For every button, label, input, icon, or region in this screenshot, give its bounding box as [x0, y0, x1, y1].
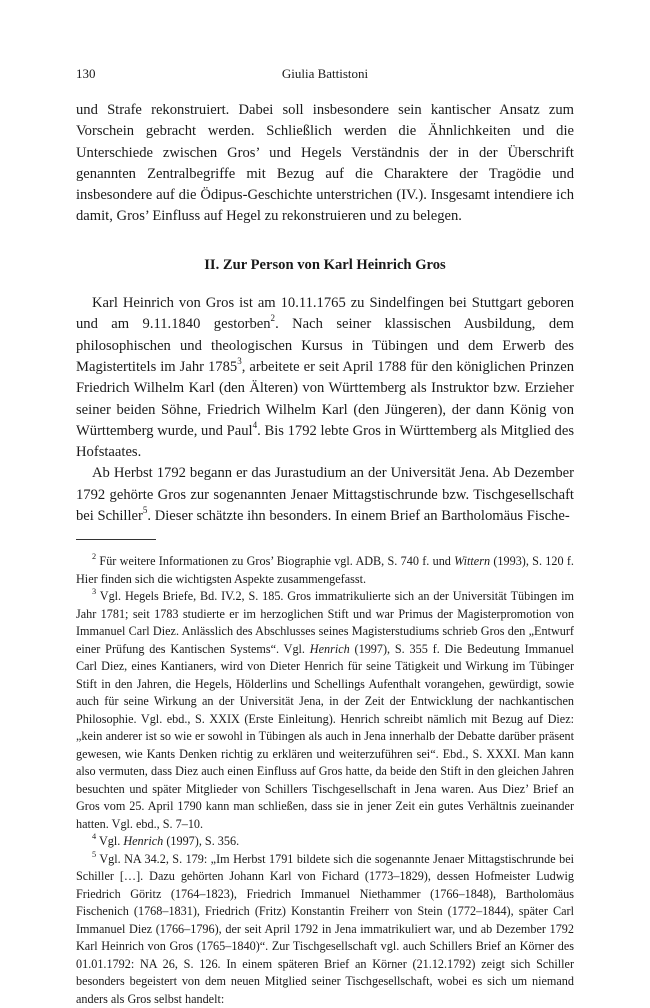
paragraph-1: und Strafe rekonstruiert. Dabei soll insbesondere sein kantischer Ansatz zum Vorschein gebracht werden. Schließlich werden die Ähnlichkeiten und die Unterschiede zwischen Gros’ und Hegels Verständnis der in der Überschrift genannten Zentralbegriffe mit Bezug auf die Charaktere der Tragödie und insbesondere auf die Ödipus-Geschichte unterstrichen (IV.). Insgesamt intendiere ich damit, Gros’ Einfluss auf Hegel zu rekonstruieren und zu belegen.: [76, 102, 574, 225]
footnote-marker-2[interactable]: 2: [270, 313, 276, 324]
paragraph-3-text-2: . Dieser schätzte ihn besonders. In einem Brief an Bartholomäus Fische-: [147, 508, 570, 525]
footnote-4-text-1: Vgl.: [96, 834, 124, 849]
paragraph-2-text-2: . Nach seiner klassischen Ausbildung, dem philosophischen und theologischen Kursus in Tübingen und dem Erwerb des Magistertitels im Jahr 1785: [76, 316, 575, 375]
main-text: [76, 100, 574, 1008]
paragraph-3: [76, 463, 574, 527]
footnote-2-text-2: (1993), S. 120 f. Hier finden sich die wichtigsten Aspekte zusammengefasst.: [76, 554, 574, 586]
footnote-5-text-1: Vgl. NA 34.2, S. 179: „Im Herbst 1791 bildete sich die sogenannte Jenaer Mittagstischrunde bei Schiller […]. Dazu gehörten Johann Karl von Fichard (1773–1829), dessen Hofmeister Ludwig Friedrich Göritz (1764–1823), Friedrich Immanuel Niethammer (1766–1848), Bartholomäus Fischenich (1768–1831), Friedrich (Fritz) Konstantin Freiherr von Stein (1772–1844), später Carl Immanuel Diez (1766–1796), der seit April 1792 in Jena immatrikuliert war, und ab Dezember 1792 Karl Heinrich von Gros (1765–1840)“. Zur Tischgesellschaft vgl. auch Schillers Brief an Körner des 01.01.1792: NA 26, S. 126. In einem späteren Brief an Körner (21.12.1792) zeigt sich Schiller besonders begeistert von dem neuen Mitglied seiner Tischgesellschaft, wobei es sich um niemand anders als Gros selbst handelt:: [76, 851, 574, 1006]
footnote-2: [76, 553, 574, 588]
footnote-separator: [76, 539, 156, 540]
footnote-marker-5[interactable]: 5: [142, 504, 148, 515]
footnote-3-author: Henrich: [309, 641, 350, 656]
section-heading: II. Zur Person von Karl Heinrich Gros: [204, 256, 446, 273]
footnote-3: [76, 588, 574, 833]
running-head-author: Giulia Battistoni: [281, 66, 369, 81]
footnote-2-text-1: Für weitere Informationen zu Gros’ Biographie vgl. ADB, S. 740 f. und: [96, 554, 455, 569]
paragraph-2: [76, 293, 574, 463]
paragraph-2-text-4: . Bis 1792 lebte Gros in Württemberg als Mitglied des Hofstaates.: [76, 422, 575, 461]
footnote-3-text-2: (1997), S. 355 f. Die Bedeutung Immanuel Carl Diez, eines Kantianers, wird von Dieter Henrich für seine Tätigkeit und Wirkung im Tübinger Stift in den Jahren, die Hegels, Hölderlins und Schellings Aufenthalt vorangehen, gewürdigt, sowie auch für seine Wirkung an der Universität Jena, in der Zeit der Entwicklung der nachkantischen Philosophie. Vgl. ebd., S. XXIX (Erste Einleitung). Henrich schreibt nämlich mit Bezug auf Diez: „kein anderer ist so wie er sowohl in Tübingen als auch in Jena innerhalb der Debatte darüber präsent gewesen, wie Kants Denken richtig zu erklären und weiterzuführen sei“. Ebd., S. XXXI. Man kann also vermuten, dass Diez auch einen Einfluss auf Gros hatte, da beide den Stift in den gleichen Jahren besuchten und später Mitglieder von Schillers Tischgesellschaft in Jena waren. Aus Diez’ Brief an Gros vom 25. April 1790 kann man schließen, dass sie in jener Zeit ein gutes Verhältnis zueinander hatten. Vgl. ebd., S. 7–10.: [76, 641, 574, 831]
paragraph-2-text-1: Karl Heinrich von Gros ist am 10.11.1765 zu Sindelfingen bei Stuttgart geboren und am 9.11.1840 gestorben: [76, 295, 574, 333]
footnote-3-marker: 3: [92, 587, 97, 597]
footnote-marker-4[interactable]: 4: [252, 419, 258, 430]
footnote-marker-3[interactable]: 3: [237, 355, 242, 366]
paragraph-2-text-3: , arbeitete er seit April 1788 für den königlichen Prinzen Friedrich Wilhelm Karl (den Älteren) von Württemberg als Instruktor bzw. Erzieher seiner beiden Söhne, Friedrich Wilhelm Karl (den Jüngeren), der dann König von Württemberg wurde, und Paul: [76, 358, 575, 439]
footnote-5-marker: 5: [92, 849, 97, 859]
footnotes: [76, 553, 574, 1008]
footnote-5: [76, 851, 574, 1008]
footnote-2-marker: 2: [92, 552, 97, 562]
footnote-4: [76, 833, 574, 851]
footnote-4-author: Henrich: [123, 834, 164, 849]
footnote-4-marker: 4: [92, 832, 97, 842]
footnote-4-text-2: (1997), S. 356.: [163, 834, 240, 849]
footnote-2-author: Wittern: [454, 554, 491, 569]
footnote-3-text-1: Vgl. Hegels Briefe, Bd. IV.2, S. 185. Gros immatrikulierte sich an der Universität Tübingen im Jahr 1781; seit 1783 studierte er im herzoglichen Stift und war Primus der Magisterpromotion von Immanuel Carl Diez. Anlässlich des Abschlusses seines Magisterstudiums schrieb Gros den „Entwurf einer Prüfung des Kantischen Systems“. Vgl.: [76, 589, 574, 656]
paragraph-3-text-1: Ab Herbst 1792 begann er das Jurastudium an der Universität Jena. Ab Dezember 1792 gehörte Gros zur sogenannten Jenaer Mittagstischrunde bzw. Tischgesellschaft bei Schiller: [76, 465, 574, 525]
page-number: 130: [76, 66, 96, 81]
running-header: [76, 66, 574, 84]
